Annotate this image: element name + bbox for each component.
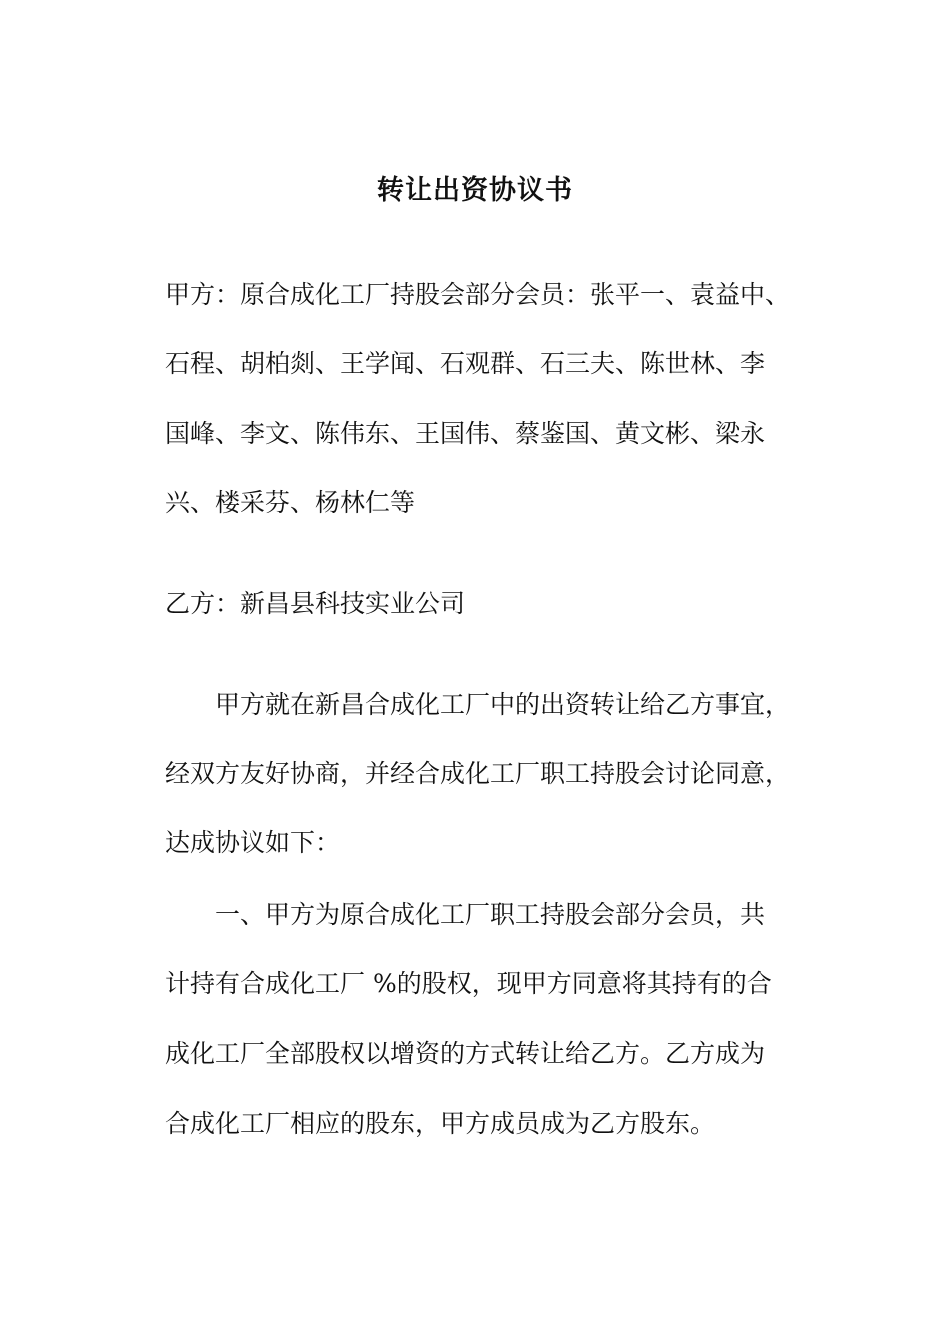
intro-line: 甲方就在新昌合成化工厂中的出资转让给乙方事宜， [165,690,791,719]
party-a-line: 兴、楼采芬、杨林仁等 [165,488,416,517]
clause-line: 一、甲方为原合成化工厂职工持股会部分会员，共 [165,900,766,929]
intro-line: 达成协议如下： [165,828,341,857]
document-title: 转让出资协议书 [377,175,573,206]
party-a-line: 甲方：原合成化工厂持股会部分会员：张平一、袁益中、 [165,280,791,309]
party-a-line: 国峰、李文、陈伟东、王国伟、蔡鉴国、黄文彬、梁永 [165,419,766,448]
clause-line: 合成化工厂相应的股东，甲方成员成为乙方股东。 [165,1109,716,1138]
party-a-line: 石程、胡柏剡、王学闻、石观群、石三夫、陈世林、李 [165,349,766,378]
party-b-line: 乙方：新昌县科技实业公司 [165,589,466,618]
clause-line: 计持有合成化工厂 %的股权，现甲方同意将其持有的合 [165,969,772,998]
intro-line: 经双方友好协商，并经合成化工厂职工持股会讨论同意， [165,759,791,788]
clause-line: 成化工厂全部股权以增资的方式转让给乙方。乙方成为 [165,1039,766,1068]
